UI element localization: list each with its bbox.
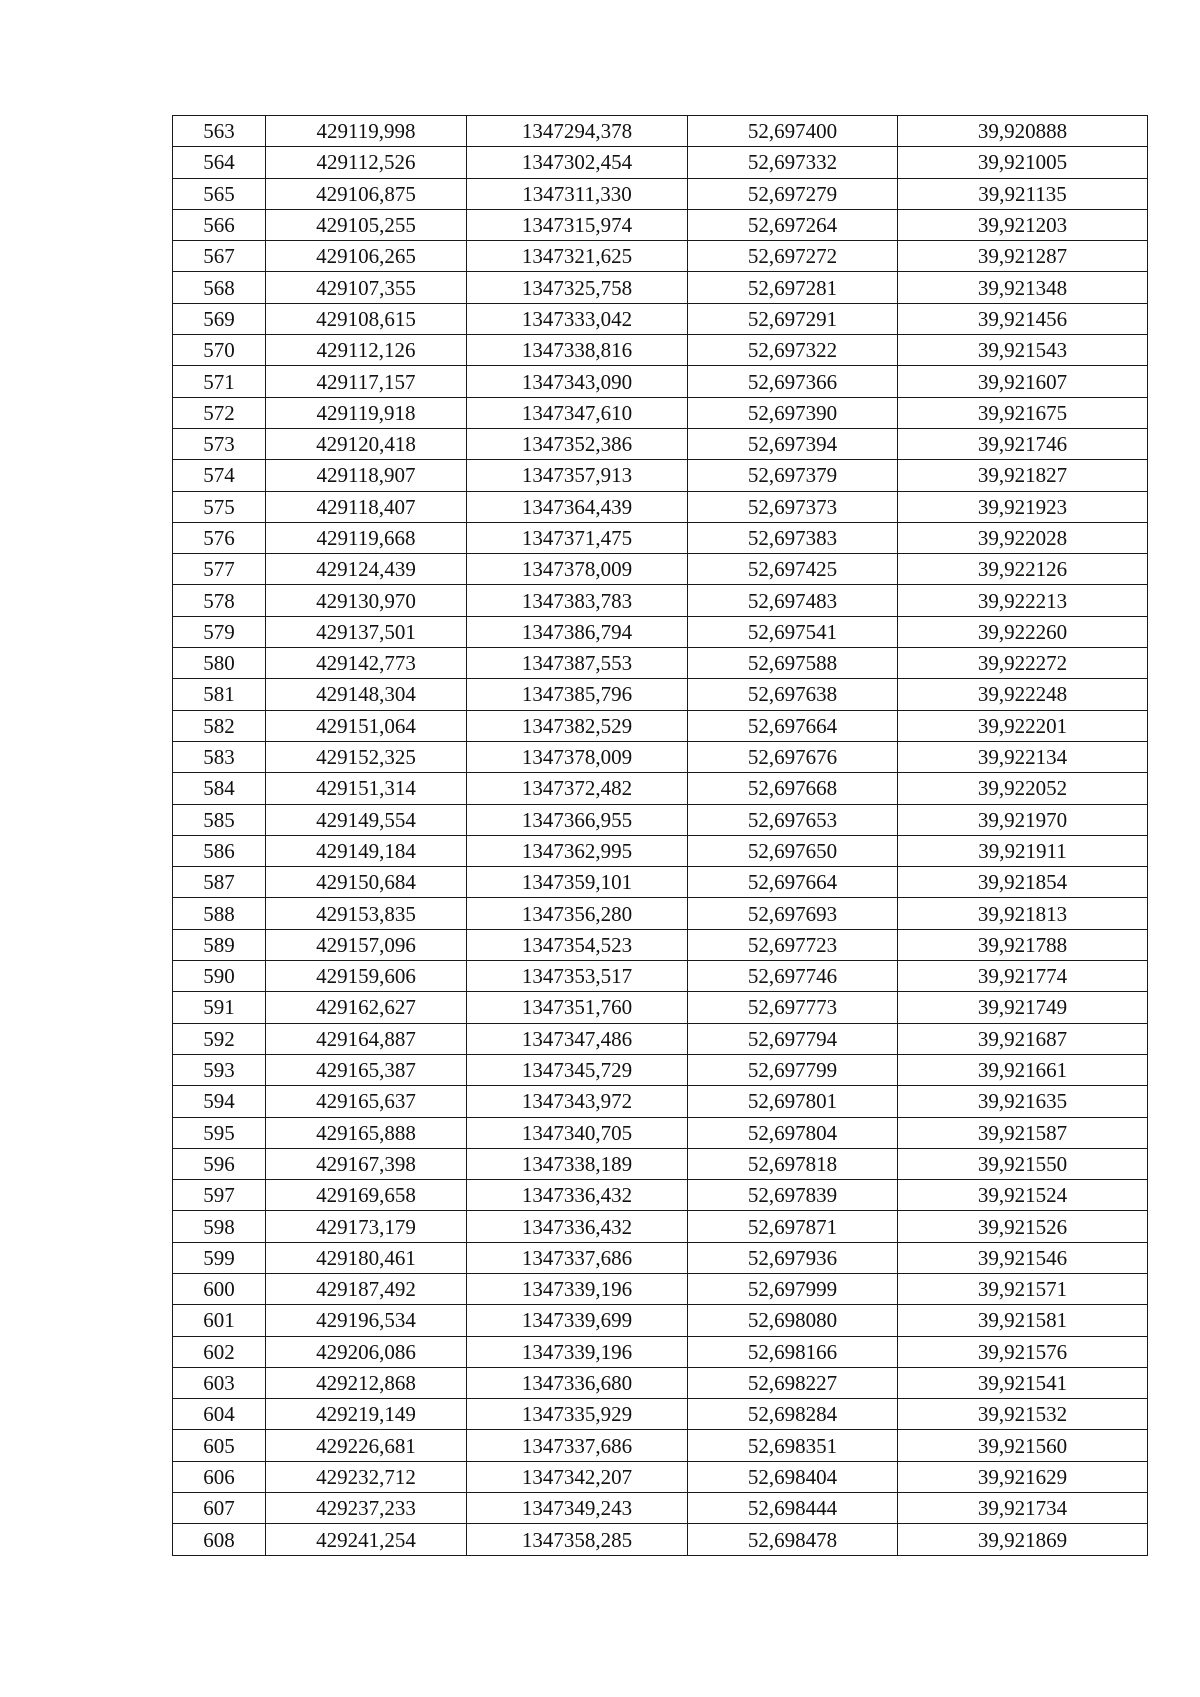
longitude-cell: 39,921854	[898, 867, 1148, 898]
y-coordinate-cell: 1347356,280	[467, 898, 688, 929]
longitude-cell: 39,921635	[898, 1086, 1148, 1117]
point-number-cell: 579	[173, 616, 266, 647]
y-coordinate-cell: 1347339,699	[467, 1305, 688, 1336]
table-row	[173, 1305, 1148, 1336]
x-coordinate-cell: 429151,064	[266, 710, 467, 741]
latitude-cell: 52,697279	[688, 178, 898, 209]
point-number-cell: 599	[173, 1242, 266, 1273]
table-row	[173, 648, 1148, 679]
latitude-cell: 52,697588	[688, 648, 898, 679]
point-number-cell: 575	[173, 491, 266, 522]
y-coordinate-cell: 1347343,090	[467, 366, 688, 397]
table-row	[173, 272, 1148, 303]
table-row	[173, 679, 1148, 710]
longitude-cell: 39,921749	[898, 992, 1148, 1023]
x-coordinate-cell: 429241,254	[266, 1524, 467, 1555]
x-coordinate-cell: 429165,387	[266, 1054, 467, 1085]
x-coordinate-cell: 429106,875	[266, 178, 467, 209]
point-number-cell: 596	[173, 1148, 266, 1179]
y-coordinate-cell: 1347325,758	[467, 272, 688, 303]
point-number-cell: 565	[173, 178, 266, 209]
latitude-cell: 52,697281	[688, 272, 898, 303]
longitude-cell: 39,922260	[898, 616, 1148, 647]
latitude-cell: 52,697366	[688, 366, 898, 397]
y-coordinate-cell: 1347351,760	[467, 992, 688, 1023]
latitude-cell: 52,697650	[688, 835, 898, 866]
x-coordinate-cell: 429117,157	[266, 366, 467, 397]
point-number-cell: 603	[173, 1367, 266, 1398]
longitude-cell: 39,921687	[898, 1023, 1148, 1054]
y-coordinate-cell: 1347383,783	[467, 585, 688, 616]
latitude-cell: 52,697676	[688, 741, 898, 772]
longitude-cell: 39,921135	[898, 178, 1148, 209]
table-row	[173, 1023, 1148, 1054]
latitude-cell: 52,697723	[688, 929, 898, 960]
x-coordinate-cell: 429167,398	[266, 1148, 467, 1179]
point-number-cell: 588	[173, 898, 266, 929]
longitude-cell: 39,920888	[898, 116, 1148, 147]
y-coordinate-cell: 1347336,432	[467, 1180, 688, 1211]
y-coordinate-cell: 1347359,101	[467, 867, 688, 898]
x-coordinate-cell: 429187,492	[266, 1273, 467, 1304]
point-number-cell: 591	[173, 992, 266, 1023]
longitude-cell: 39,921546	[898, 1242, 1148, 1273]
point-number-cell: 594	[173, 1086, 266, 1117]
y-coordinate-cell: 1347354,523	[467, 929, 688, 960]
longitude-cell: 39,921550	[898, 1148, 1148, 1179]
y-coordinate-cell: 1347371,475	[467, 522, 688, 553]
table-row	[173, 616, 1148, 647]
y-coordinate-cell: 1347302,454	[467, 147, 688, 178]
latitude-cell: 52,697291	[688, 303, 898, 334]
x-coordinate-cell: 429118,407	[266, 491, 467, 522]
latitude-cell: 52,697664	[688, 867, 898, 898]
table-row	[173, 1493, 1148, 1524]
x-coordinate-cell: 429164,887	[266, 1023, 467, 1054]
latitude-cell: 52,698478	[688, 1524, 898, 1555]
y-coordinate-cell: 1347382,529	[467, 710, 688, 741]
table-row	[173, 1273, 1148, 1304]
longitude-cell: 39,921543	[898, 335, 1148, 366]
table-row	[173, 147, 1148, 178]
point-number-cell: 567	[173, 241, 266, 272]
point-number-cell: 604	[173, 1399, 266, 1430]
latitude-cell: 52,698444	[688, 1493, 898, 1524]
y-coordinate-cell: 1347338,189	[467, 1148, 688, 1179]
point-number-cell: 573	[173, 428, 266, 459]
table-row	[173, 460, 1148, 491]
y-coordinate-cell: 1347339,196	[467, 1273, 688, 1304]
x-coordinate-cell: 429219,149	[266, 1399, 467, 1430]
table-row	[173, 1211, 1148, 1242]
longitude-cell: 39,922213	[898, 585, 1148, 616]
y-coordinate-cell: 1347335,929	[467, 1399, 688, 1430]
point-number-cell: 589	[173, 929, 266, 960]
y-coordinate-cell: 1347311,330	[467, 178, 688, 209]
x-coordinate-cell: 429118,907	[266, 460, 467, 491]
latitude-cell: 52,697264	[688, 209, 898, 240]
y-coordinate-cell: 1347294,378	[467, 116, 688, 147]
x-coordinate-cell: 429108,615	[266, 303, 467, 334]
latitude-cell: 52,698284	[688, 1399, 898, 1430]
latitude-cell: 52,698166	[688, 1336, 898, 1367]
latitude-cell: 52,697801	[688, 1086, 898, 1117]
longitude-cell: 39,921813	[898, 898, 1148, 929]
x-coordinate-cell: 429119,668	[266, 522, 467, 553]
y-coordinate-cell: 1347342,207	[467, 1461, 688, 1492]
table-row	[173, 554, 1148, 585]
table-row	[173, 241, 1148, 272]
x-coordinate-cell: 429153,835	[266, 898, 467, 929]
table-row	[173, 1054, 1148, 1085]
point-number-cell: 580	[173, 648, 266, 679]
latitude-cell: 52,697541	[688, 616, 898, 647]
y-coordinate-cell: 1347340,705	[467, 1117, 688, 1148]
coordinates-table	[172, 115, 1148, 1556]
point-number-cell: 586	[173, 835, 266, 866]
table-row	[173, 1148, 1148, 1179]
table-row	[173, 867, 1148, 898]
longitude-cell: 39,921287	[898, 241, 1148, 272]
y-coordinate-cell: 1347378,009	[467, 554, 688, 585]
table-row	[173, 428, 1148, 459]
point-number-cell: 569	[173, 303, 266, 334]
table-row	[173, 835, 1148, 866]
x-coordinate-cell: 429112,126	[266, 335, 467, 366]
longitude-cell: 39,921746	[898, 428, 1148, 459]
table-row	[173, 1430, 1148, 1461]
x-coordinate-cell: 429130,970	[266, 585, 467, 616]
x-coordinate-cell: 429149,554	[266, 804, 467, 835]
table-row	[173, 929, 1148, 960]
table-row	[173, 397, 1148, 428]
table-row	[173, 710, 1148, 741]
y-coordinate-cell: 1347333,042	[467, 303, 688, 334]
point-number-cell: 608	[173, 1524, 266, 1555]
table-row	[173, 804, 1148, 835]
x-coordinate-cell: 429196,534	[266, 1305, 467, 1336]
latitude-cell: 52,697871	[688, 1211, 898, 1242]
longitude-cell: 39,922052	[898, 773, 1148, 804]
y-coordinate-cell: 1347353,517	[467, 961, 688, 992]
longitude-cell: 39,921541	[898, 1367, 1148, 1398]
point-number-cell: 598	[173, 1211, 266, 1242]
latitude-cell: 52,698227	[688, 1367, 898, 1398]
point-number-cell: 606	[173, 1461, 266, 1492]
x-coordinate-cell: 429159,606	[266, 961, 467, 992]
latitude-cell: 52,697818	[688, 1148, 898, 1179]
longitude-cell: 39,921923	[898, 491, 1148, 522]
latitude-cell: 52,697668	[688, 773, 898, 804]
longitude-cell: 39,921203	[898, 209, 1148, 240]
table-row	[173, 178, 1148, 209]
table-row	[173, 209, 1148, 240]
point-number-cell: 578	[173, 585, 266, 616]
longitude-cell: 39,921629	[898, 1461, 1148, 1492]
point-number-cell: 590	[173, 961, 266, 992]
latitude-cell: 52,697664	[688, 710, 898, 741]
x-coordinate-cell: 429124,439	[266, 554, 467, 585]
point-number-cell: 585	[173, 804, 266, 835]
latitude-cell: 52,697936	[688, 1242, 898, 1273]
x-coordinate-cell: 429142,773	[266, 648, 467, 679]
table-row	[173, 1399, 1148, 1430]
longitude-cell: 39,922201	[898, 710, 1148, 741]
longitude-cell: 39,921456	[898, 303, 1148, 334]
longitude-cell: 39,921348	[898, 272, 1148, 303]
latitude-cell: 52,697322	[688, 335, 898, 366]
point-number-cell: 607	[173, 1493, 266, 1524]
y-coordinate-cell: 1347387,553	[467, 648, 688, 679]
y-coordinate-cell: 1347336,432	[467, 1211, 688, 1242]
longitude-cell: 39,922248	[898, 679, 1148, 710]
longitude-cell: 39,921827	[898, 460, 1148, 491]
point-number-cell: 581	[173, 679, 266, 710]
latitude-cell: 52,697394	[688, 428, 898, 459]
point-number-cell: 602	[173, 1336, 266, 1367]
point-number-cell: 582	[173, 710, 266, 741]
latitude-cell: 52,697693	[688, 898, 898, 929]
table-row	[173, 303, 1148, 334]
point-number-cell: 563	[173, 116, 266, 147]
x-coordinate-cell: 429112,526	[266, 147, 467, 178]
longitude-cell: 39,921571	[898, 1273, 1148, 1304]
table-row	[173, 116, 1148, 147]
latitude-cell: 52,697746	[688, 961, 898, 992]
latitude-cell: 52,697794	[688, 1023, 898, 1054]
y-coordinate-cell: 1347337,686	[467, 1242, 688, 1273]
x-coordinate-cell: 429165,888	[266, 1117, 467, 1148]
latitude-cell: 52,697373	[688, 491, 898, 522]
longitude-cell: 39,921532	[898, 1399, 1148, 1430]
point-number-cell: 564	[173, 147, 266, 178]
longitude-cell: 39,922028	[898, 522, 1148, 553]
point-number-cell: 592	[173, 1023, 266, 1054]
longitude-cell: 39,921576	[898, 1336, 1148, 1367]
x-coordinate-cell: 429169,658	[266, 1180, 467, 1211]
y-coordinate-cell: 1347349,243	[467, 1493, 688, 1524]
coordinates-table-body	[173, 116, 1148, 1556]
y-coordinate-cell: 1347338,816	[467, 335, 688, 366]
longitude-cell: 39,921911	[898, 835, 1148, 866]
table-row	[173, 961, 1148, 992]
point-number-cell: 595	[173, 1117, 266, 1148]
point-number-cell: 576	[173, 522, 266, 553]
latitude-cell: 52,697400	[688, 116, 898, 147]
longitude-cell: 39,921734	[898, 1493, 1148, 1524]
y-coordinate-cell: 1347337,686	[467, 1430, 688, 1461]
x-coordinate-cell: 429149,184	[266, 835, 467, 866]
longitude-cell: 39,921788	[898, 929, 1148, 960]
x-coordinate-cell: 429119,998	[266, 116, 467, 147]
latitude-cell: 52,697383	[688, 522, 898, 553]
table-row	[173, 1367, 1148, 1398]
longitude-cell: 39,921675	[898, 397, 1148, 428]
longitude-cell: 39,921661	[898, 1054, 1148, 1085]
x-coordinate-cell: 429119,918	[266, 397, 467, 428]
longitude-cell: 39,922134	[898, 741, 1148, 772]
point-number-cell: 568	[173, 272, 266, 303]
longitude-cell: 39,922126	[898, 554, 1148, 585]
point-number-cell: 574	[173, 460, 266, 491]
y-coordinate-cell: 1347352,386	[467, 428, 688, 459]
point-number-cell: 605	[173, 1430, 266, 1461]
longitude-cell: 39,921607	[898, 366, 1148, 397]
x-coordinate-cell: 429232,712	[266, 1461, 467, 1492]
latitude-cell: 52,697272	[688, 241, 898, 272]
x-coordinate-cell: 429151,314	[266, 773, 467, 804]
table-row	[173, 741, 1148, 772]
longitude-cell: 39,922272	[898, 648, 1148, 679]
x-coordinate-cell: 429206,086	[266, 1336, 467, 1367]
x-coordinate-cell: 429148,304	[266, 679, 467, 710]
longitude-cell: 39,921587	[898, 1117, 1148, 1148]
latitude-cell: 52,697390	[688, 397, 898, 428]
y-coordinate-cell: 1347321,625	[467, 241, 688, 272]
x-coordinate-cell: 429152,325	[266, 741, 467, 772]
latitude-cell: 52,697379	[688, 460, 898, 491]
table-row	[173, 1086, 1148, 1117]
x-coordinate-cell: 429165,637	[266, 1086, 467, 1117]
x-coordinate-cell: 429212,868	[266, 1367, 467, 1398]
point-number-cell: 600	[173, 1273, 266, 1304]
point-number-cell: 570	[173, 335, 266, 366]
x-coordinate-cell: 429105,255	[266, 209, 467, 240]
latitude-cell: 52,697773	[688, 992, 898, 1023]
x-coordinate-cell: 429150,684	[266, 867, 467, 898]
point-number-cell: 566	[173, 209, 266, 240]
table-row	[173, 585, 1148, 616]
point-number-cell: 584	[173, 773, 266, 804]
longitude-cell: 39,921560	[898, 1430, 1148, 1461]
x-coordinate-cell: 429226,681	[266, 1430, 467, 1461]
latitude-cell: 52,697425	[688, 554, 898, 585]
latitude-cell: 52,697332	[688, 147, 898, 178]
y-coordinate-cell: 1347339,196	[467, 1336, 688, 1367]
point-number-cell: 601	[173, 1305, 266, 1336]
point-number-cell: 583	[173, 741, 266, 772]
longitude-cell: 39,921970	[898, 804, 1148, 835]
x-coordinate-cell: 429137,501	[266, 616, 467, 647]
point-number-cell: 571	[173, 366, 266, 397]
table-row	[173, 335, 1148, 366]
latitude-cell: 52,697653	[688, 804, 898, 835]
y-coordinate-cell: 1347386,794	[467, 616, 688, 647]
x-coordinate-cell: 429237,233	[266, 1493, 467, 1524]
y-coordinate-cell: 1347364,439	[467, 491, 688, 522]
table-row	[173, 1524, 1148, 1555]
latitude-cell: 52,698080	[688, 1305, 898, 1336]
longitude-cell: 39,921774	[898, 961, 1148, 992]
table-row	[173, 1117, 1148, 1148]
latitude-cell: 52,697799	[688, 1054, 898, 1085]
latitude-cell: 52,697804	[688, 1117, 898, 1148]
table-row	[173, 366, 1148, 397]
point-number-cell: 593	[173, 1054, 266, 1085]
latitude-cell: 52,698351	[688, 1430, 898, 1461]
longitude-cell: 39,921869	[898, 1524, 1148, 1555]
latitude-cell: 52,697638	[688, 679, 898, 710]
x-coordinate-cell: 429180,461	[266, 1242, 467, 1273]
table-row	[173, 491, 1148, 522]
y-coordinate-cell: 1347336,680	[467, 1367, 688, 1398]
table-row	[173, 1461, 1148, 1492]
x-coordinate-cell: 429106,265	[266, 241, 467, 272]
y-coordinate-cell: 1347357,913	[467, 460, 688, 491]
y-coordinate-cell: 1347315,974	[467, 209, 688, 240]
latitude-cell: 52,698404	[688, 1461, 898, 1492]
latitude-cell: 52,697999	[688, 1273, 898, 1304]
y-coordinate-cell: 1347372,482	[467, 773, 688, 804]
latitude-cell: 52,697483	[688, 585, 898, 616]
x-coordinate-cell: 429162,627	[266, 992, 467, 1023]
x-coordinate-cell: 429120,418	[266, 428, 467, 459]
longitude-cell: 39,921005	[898, 147, 1148, 178]
longitude-cell: 39,921581	[898, 1305, 1148, 1336]
table-row	[173, 1242, 1148, 1273]
y-coordinate-cell: 1347366,955	[467, 804, 688, 835]
table-row	[173, 522, 1148, 553]
table-row	[173, 898, 1148, 929]
y-coordinate-cell: 1347378,009	[467, 741, 688, 772]
table-row	[173, 773, 1148, 804]
y-coordinate-cell: 1347385,796	[467, 679, 688, 710]
y-coordinate-cell: 1347347,486	[467, 1023, 688, 1054]
y-coordinate-cell: 1347343,972	[467, 1086, 688, 1117]
table-row	[173, 1336, 1148, 1367]
point-number-cell: 587	[173, 867, 266, 898]
longitude-cell: 39,921524	[898, 1180, 1148, 1211]
point-number-cell: 597	[173, 1180, 266, 1211]
y-coordinate-cell: 1347358,285	[467, 1524, 688, 1555]
table-row	[173, 1180, 1148, 1211]
table-row	[173, 992, 1148, 1023]
x-coordinate-cell: 429107,355	[266, 272, 467, 303]
latitude-cell: 52,697839	[688, 1180, 898, 1211]
point-number-cell: 577	[173, 554, 266, 585]
point-number-cell: 572	[173, 397, 266, 428]
x-coordinate-cell: 429157,096	[266, 929, 467, 960]
y-coordinate-cell: 1347345,729	[467, 1054, 688, 1085]
x-coordinate-cell: 429173,179	[266, 1211, 467, 1242]
y-coordinate-cell: 1347347,610	[467, 397, 688, 428]
y-coordinate-cell: 1347362,995	[467, 835, 688, 866]
longitude-cell: 39,921526	[898, 1211, 1148, 1242]
